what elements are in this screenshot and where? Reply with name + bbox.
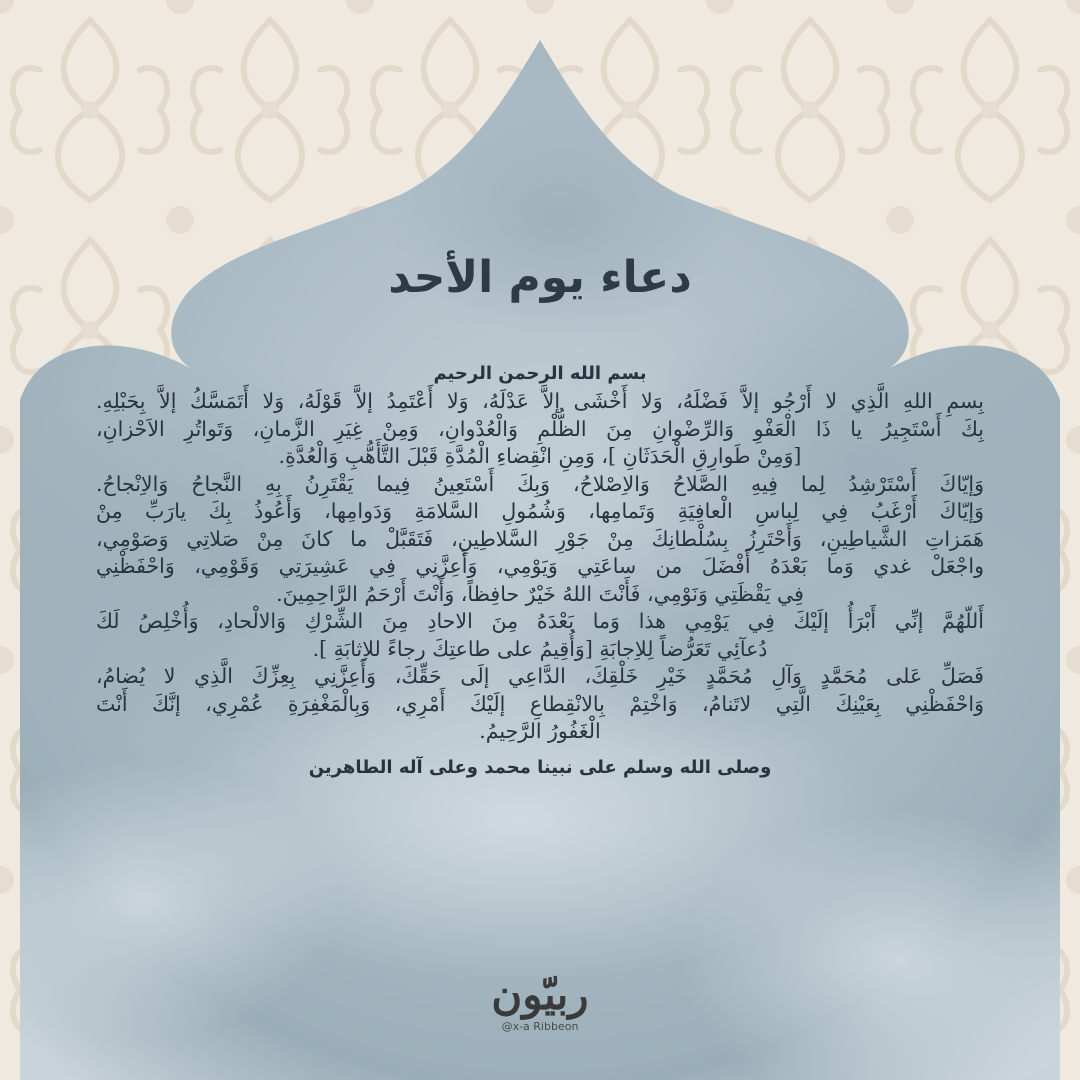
prayer-line: فَصَلِّ عَلى مُحَمَّدٍ وَآلِ مُحَمَّدٍ خَيْرِ خَلْقِكَ، الدَّاعِي إلَى حَقِّكَ، وَأَعِزَّنِي بِعِزِّكَ الَّذِي لا يُضامُ، [96, 664, 984, 688]
brand-logo [470, 968, 610, 1033]
prayer-line: [وَمِنْ طَوارِقِ الْحَدَثَانِ ]، وَمِنِ انْقِضاءِ الْمُدَّةِ قَبْلَ التَّأَهُّبِ وَالْعُدَّةِ. [278, 444, 802, 468]
prayer-line: بِكَ أَسْتَجِيرُ يا ذَا الْعَفْوِ وَالرِّضْوانِ مِنَ الظُّلْمِ وَالْعُدْوانِ، وَمِنْ غِيَرِ الزَّمانِ، وَتَواتُرِ الاَحْزانِ، [96, 416, 984, 441]
prayer-line: هَمَزاتِ الشَّياطِينِ، وَأَحْتَرِزُ بِسُلْطانِكَ مِنْ جَوْرِ السَّلاطِينِ، فَتَقَبَّلْ ما كانَ مِنْ صَلاتِي وَصَوْمِي، [96, 526, 984, 551]
prayer-line: واجْعَلْ غدي وَما بَعْدَهُ أَفْضَلَ من ساعَتِي وَيَوْمِي، وَأَعِزَّنِي فِي عَشِيرَتِي وَقَوْمِي، وَاحْفَظْنِي [96, 554, 984, 578]
logo-wordmark: ربيّون [491, 970, 589, 1019]
prayer-line: وَاحْفَظْنِي بِعَيْنِكَ الَّتِي لاتَنامُ، وَاخْتِمْ بِالانْقِطاعِ إلَيْكَ أَمْرِي، وَبِالْمَغْفِرَةِ عُمْرِي، إنَّكَ أَنْتَ [96, 691, 984, 716]
prayer-line: وَإيّاكَ أَسْتَرْشِدُ لِما فِيهِ الصَّلاحُ وَالاِصْلاحُ، وَبِكَ أَسْتَعِينُ فِيما يَقْتَرِنُ بِهِ النَّجاحُ وَالاِنْجاحُ. [96, 471, 984, 496]
prayer-line: الْغَفُورُ الرَّحِيمُ. [479, 719, 601, 743]
basmala: بسم الله الرحمن الرحيم [433, 363, 647, 384]
page-title: دعاء يوم الأحد [388, 252, 692, 303]
prayer-line: بِسمِ اللهِ الَّذِي لا أَرْجُو إلاَّ فَضْلَهُ، وَلا أَخْشَى إلاَّ عَدْلَهُ، وَلا أَعْتَمِدُ إلاَّ قَوْلَهُ، وَلا أَتَمَسَّكُ إلاَّ بِحَبْلِهِ. [96, 389, 984, 413]
closing-line: وصلى الله وسلم على نبينا محمد وعلى آله الطاهرين [308, 756, 772, 778]
prayer-line: وَإيّاكَ أَرْغَبُ فِي لِباسِ الْعافِيَةِ وَتَمامِها، وَشُمُولِ السَّلامَةِ وَدَوامِها، وَأَعُوذُ بِكَ يارَبِّ مِنْ [96, 499, 984, 523]
prayer-line: دُعآئِي تَعَرُّضاً لِلاِجابَةِ [وَأُقِيمُ على طاعتِكَ رجاءً للاِثابَةِ ]. [312, 636, 768, 661]
prayer-text [96, 360, 984, 782]
logo-handle: @x-a Ribbeon [501, 1020, 579, 1033]
prayer-line: أَللّهُمَّ إنِّي أَبْرَأُ إلَيْكَ فِي يَوْمِي هذا وَما بَعْدَهُ مِنَ الاحادِ مِنَ الشِّرْكِ وَالالْحادِ، وَأُخْلِصُ لَكَ [96, 609, 984, 633]
prayer-line: فِي يَقْظَتِي وَنَوْمِي، فَأَنْتَ اللهُ خَيْرٌ حافِظاً، وَأَنْتَ أَرْحَمُ الرَّاحِمِينَ. [276, 581, 804, 606]
